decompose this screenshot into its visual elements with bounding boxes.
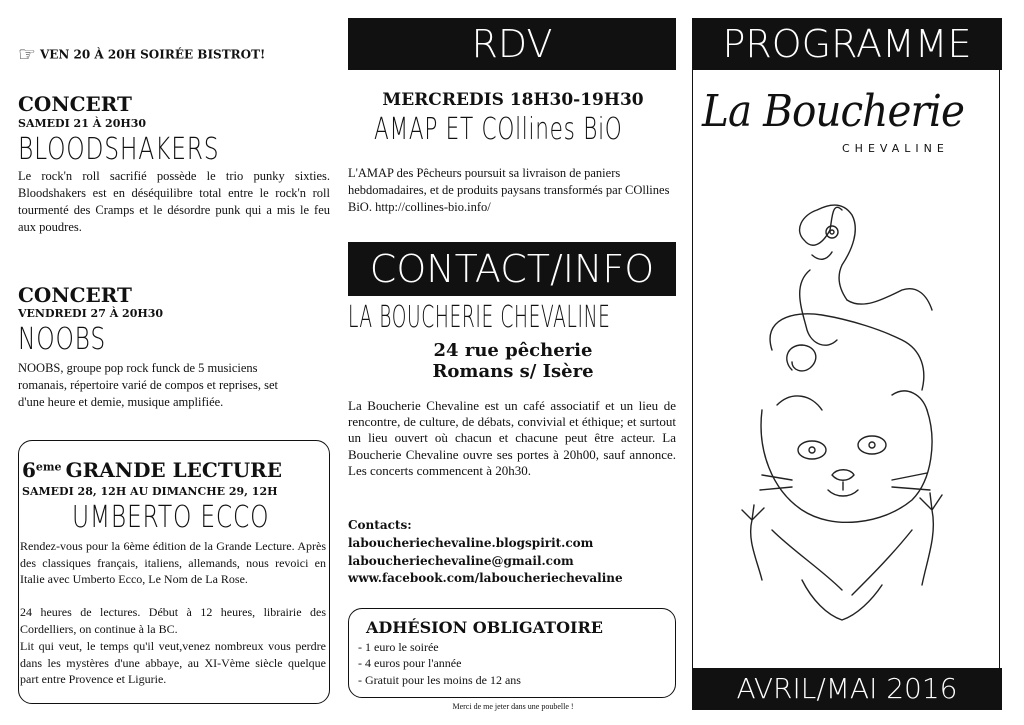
contacts-label: Contacts: xyxy=(348,518,412,532)
venue-name: LA BOUCHERIE CHEVALINE xyxy=(348,300,611,335)
amap-title: AMAP ET COllines BiO xyxy=(374,112,623,147)
lecture-date: SAMEDI 28, 12H AU DIMANCHE 29, 12H xyxy=(22,485,278,498)
logo-sub: CHEVALINE xyxy=(842,142,949,155)
amap-desc: L'AMAP des Pêcheurs poursuit sa livraison de paniers hebdomadaires, et de produits paysans transformés par COllines BiO. http://collines-bio.info/ xyxy=(348,166,670,214)
adhesion-item-2: - 4 euros pour l'année xyxy=(358,656,462,670)
date-footer-bar: AVRIL/MAI 2016 xyxy=(692,668,1002,710)
lecture-num: 6 xyxy=(22,458,36,482)
logo xyxy=(702,86,998,166)
address-line2: Romans s/ Isère xyxy=(432,361,594,382)
about-text: La Boucherie Chevaline est un café associatif et un lieu de rencontre, de culture, de débats, convivial et éthique; et surtout un lieu ouvert où chacun et chacune peut être acteur. La Boucherie Chevaline ouvre ses portes à 20h00, sauf annonce. Les concerts commencent à 20h30. xyxy=(348,398,676,478)
rdv-title-bar: RDV xyxy=(348,18,676,70)
contact-title-bar: CONTACT/INFO xyxy=(348,242,676,296)
lecture-p1: Rendez-vous pour la 6ème édition de la Grande Lecture. Après des classiques français, italiens, allemands, nous revoici en Italie avec Umberto Ecco, Le Nom de La Rose. xyxy=(20,539,326,586)
concert1-label: CONCERT xyxy=(18,92,132,116)
rdv-when: MERCREDIS 18H30-19H30 xyxy=(382,90,644,110)
concert2-date: VENDREDI 27 À 20H30 xyxy=(18,307,164,320)
concert1-band: BLOODSHAKERS xyxy=(18,132,220,167)
bistrot-line xyxy=(18,42,338,67)
pointing-hand-icon: ☞ xyxy=(18,44,36,66)
lecture-sup: eme xyxy=(35,460,62,474)
concert2-label: CONCERT xyxy=(18,283,132,307)
lecture-heading: GRANDE LECTURE xyxy=(65,458,283,482)
concert1-desc: Le rock'n roll sacrifié possède le trio punky sixties. Bloodshakers est en déséquilibre total entre le rock'n roll tourmenté des Cramps et le désordre punk qui a mis le feu aux poudres. xyxy=(18,169,330,234)
logo-text: La Boucherie xyxy=(702,86,964,137)
programme-title-bar: PROGRAMME xyxy=(692,18,1002,70)
lecture-p3: Lit qui veut, le temps qu'il veut,venez nombreux vous perdre dans les mystères d'une abbaye, au XI-Vème siècle quelque part entre Provence et Ligurie. xyxy=(20,639,326,686)
address-line1: 24 rue pêcherie xyxy=(433,340,593,361)
adhesion-title: ADHÉSION OBLIGATOIRE xyxy=(366,618,603,637)
horse-cat-illustration xyxy=(732,190,972,630)
contact-email-link[interactable]: laboucheriechevaline@gmail.com xyxy=(348,554,574,568)
lecture-author: UMBERTO ECCO xyxy=(72,500,270,535)
concert2-desc: NOOBS, groupe pop rock funck de 5 musiciens romanais, répertoire varié de compos et reprises, set d'une heure et demie, musique amplifiée. xyxy=(18,361,278,409)
concert2-band: NOOBS xyxy=(18,322,107,357)
contact-facebook-link[interactable]: www.facebook.com/laboucheriechevaline xyxy=(348,571,623,585)
adhesion-item-3: - Gratuit pour les moins de 12 ans xyxy=(358,673,521,687)
footer-note: Merci de me jeter dans une poubelle ! xyxy=(452,702,574,711)
adhesion-item-1: - 1 euro le soirée xyxy=(358,640,439,654)
concert1-date: SAMEDI 21 À 20H30 xyxy=(18,117,147,130)
lecture-p2: 24 heures de lectures. Début à 12 heures, librairie des Cordelliers, on continue à la BC. xyxy=(20,605,326,636)
contact-blog-link[interactable]: laboucheriechevaline.blogspirit.com xyxy=(348,536,594,550)
lecture-title xyxy=(22,458,282,482)
bistrot-text: VEN 20 À 20H SOIRÉE BISTROT! xyxy=(39,47,266,62)
